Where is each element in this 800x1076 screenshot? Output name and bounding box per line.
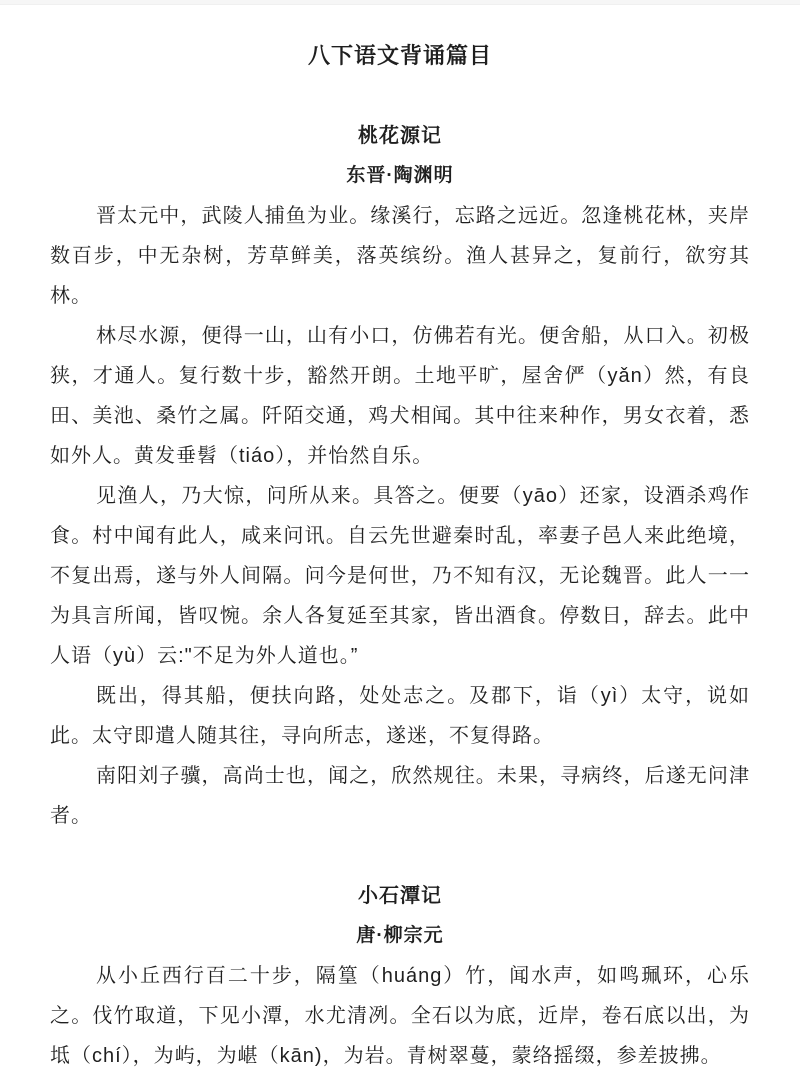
paragraph: 林尽水源，便得一山，山有小口，仿佛若有光。便舍船，从口入。初极狭，才通人。复行数十步，豁然开朗。土地平旷，屋舍俨（yǎn）然，有良田、美池、桑竹之属。阡陌交通，鸡犬相闻。其中往来种作，男女衣着，悉如外人。黄发垂髫（tiáo），并怡然自乐。 (50, 325, 750, 467)
paragraph: 从小丘西行百二十步，隔篁（huáng）竹，闻水声，如鸣珮环，心乐之。伐竹取道，下见小潭，水尤清冽。全石以为底，近岸，卷石底以出，为坻（chí），为屿，为嵁（kān)，为岩。青树翠蔓，蒙络摇缀，参差披拂。 (50, 965, 750, 1067)
paragraph: 见渔人，乃大惊，问所从来。具答之。便要（yāo）还家，设酒杀鸡作食。村中闻有此人，咸来问讯。自云先世避秦时乱，率妻子邑人来此绝境，不复出焉，遂与外人间隔。问今是何世，乃不知有汉，无论魏晋。此人一一为具言所闻，皆叹惋。余人各复延至其家，皆出酒食。停数日，辞去。此中人语（yù）云:"不足为外人道也。” (50, 485, 750, 667)
document-page (0, 5, 800, 1076)
section-taohuayuanji (50, 116, 750, 836)
paragraph: 既出，得其船，便扶向路，处处志之。及郡下，诣（yì）太守，说如此。太守即遣人随其往，寻向所志，遂迷，不复得路。 (50, 685, 750, 747)
section-title: 小石潭记 (358, 885, 442, 907)
section-title: 桃花源记 (358, 125, 442, 147)
document-title: 八下语文背诵篇目 (307, 43, 492, 68)
section-author: 唐·柳宗元 (356, 925, 444, 946)
paragraph: 晋太元中，武陵人捕鱼为业。缘溪行，忘路之远近。忽逢桃花林，夹岸数百步，中无杂树，芳草鲜美，落英缤纷。渔人甚异之，复前行，欲穷其林。 (50, 205, 750, 307)
paragraph: 南阳刘子骥，高尚士也，闻之，欣然规往。未果，寻病终，后遂无问津者。 (50, 765, 750, 827)
section-xiaoshitanji (50, 876, 750, 1076)
section-author: 东晋·陶渊明 (346, 165, 454, 186)
